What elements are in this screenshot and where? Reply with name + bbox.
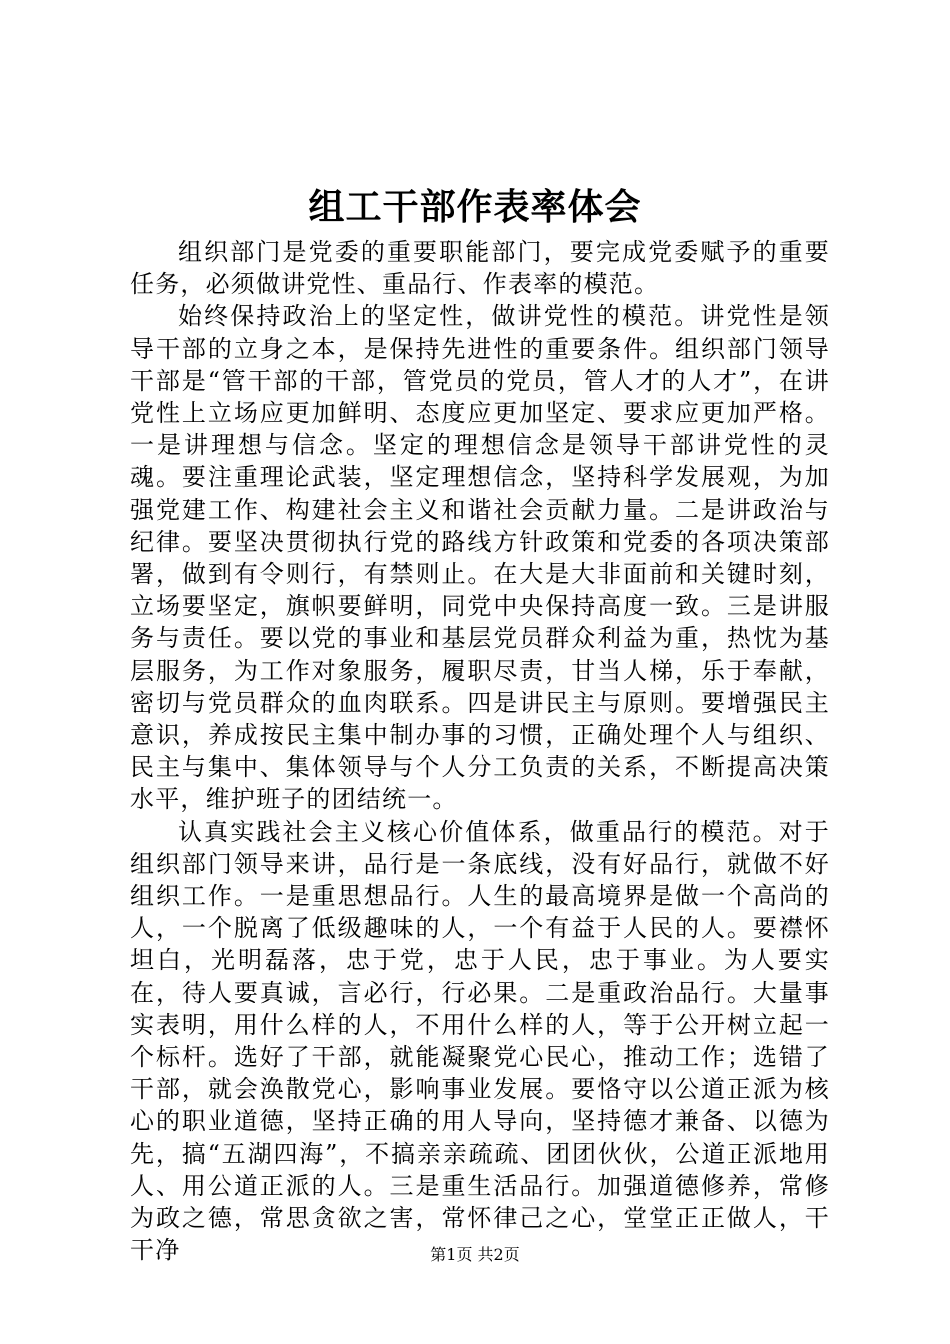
document-title: 组工干部作表率体会 [308, 187, 642, 228]
document-body [130, 236, 830, 1267]
paragraph: 认真实践社会主义核心价值体系，做重品行的模范。对于组织部门领导来讲，品行是一条底线，没有好品行，就做不好组织工作。一是重思想品行。人生的最高境界是做一个高尚的人，一个脱离了低级趣味的人，一个有益于人民的人。要襟怀坦白，光明磊落，忠于党，忠于人民，忠于事业。为人要实在，待人要真诚，言必行，行必果。二是重政治品行。大量事实表明，用什么样的人，不用什么样的人，等于公开树立起一个标杆。选好了干部，就能凝聚党心民心，推动工作；选错了干部，就会涣散党心，影响事业发展。要恪守以公道正派为核心的职业道德，坚持正确的用人导向，坚持德才兼备、以德为先，搞“五湖四海”，不搞亲亲疏疏、团团伙伙，公道正派地用人、用公道正派的人。三是重生活品行。加强道德修养，常修为政之德，常思贪欲之害，常怀律己之心，堂堂正正做人，干干净 [130, 817, 830, 1265]
paragraph: 始终保持政治上的坚定性，做讲党性的模范。讲党性是领导干部的立身之本，是保持先进性的重要条件。组织部门领导干部是“管干部的干部，管党员的党员，管人才的人才”，在讲党性上立场应更加鲜明、态度应更加坚定、要求应更加严格。一是讲理想与信念。坚定的理想信念是领导干部讲党性的灵魂。要注重理论武装，坚定理想信念，坚持科学发展观，为加强党建工作、构建社会主义和谐社会贡献力量。二是讲政治与纪律。要坚决贯彻执行党的路线方针政策和党委的各项决策部署，做到有令则行，有禁则止。在大是大非面前和关键时刻，立场要坚定，旗帜要鲜明，同党中央保持高度一致。三是讲服务与责任。要以党的事业和基层党员群众利益为重，热忱为基层服务，为工作对象服务，履职尽责，甘当人梯，乐于奉献，密切与党员群众的血肉联系。四是讲民主与原则。要增强民主意识，养成按民主集中制办事的习惯，正确处理个人与组织、民主与集中、集体领导与个人分工负责的关系，不断提高决策水平，维护班子的团结统一。 [130, 302, 830, 814]
page-number-footer: 第1页 共2页 [430, 1245, 520, 1264]
paragraph: 组织部门是党委的重要职能部门，要完成党委赋予的重要任务，必须做讲党性、重品行、作表率的模范。 [130, 238, 830, 299]
